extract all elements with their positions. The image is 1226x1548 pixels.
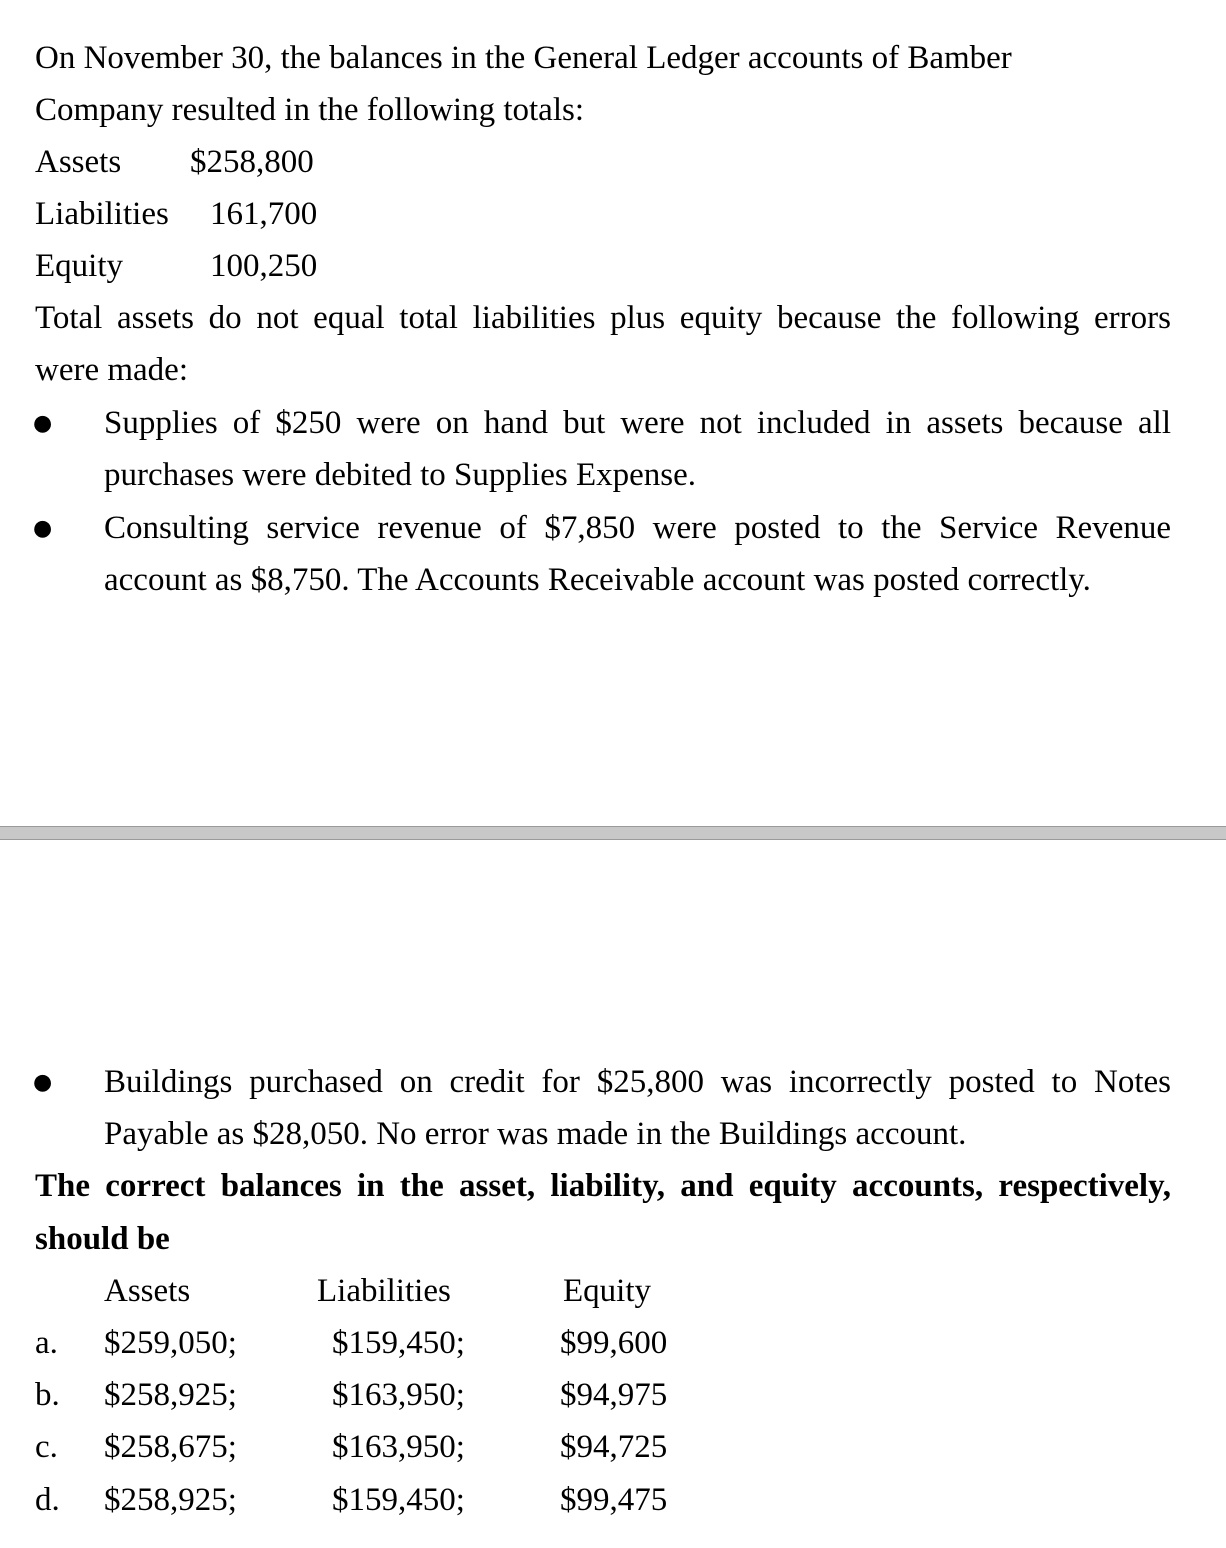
balance-label-assets: Assets — [35, 144, 122, 180]
option-d-equity: $99,475 — [560, 1482, 668, 1518]
errors-intro-line-2: were made: — [35, 352, 188, 388]
error-3-line-2: Payable as $28,050. No error was made in the Buildings account. — [104, 1116, 967, 1152]
option-b-assets: $258,925; — [104, 1377, 237, 1413]
option-c-assets: $258,675; — [104, 1429, 237, 1465]
balance-value-equity: 100,250 — [210, 248, 318, 284]
question-line-1: The correct balances in the asset, liability, and equity accounts, respectively, — [35, 1168, 1171, 1204]
option-a-assets: $259,050; — [104, 1325, 237, 1361]
answer-header-equity: Equity — [563, 1273, 651, 1309]
question-line-2: should be — [35, 1221, 170, 1257]
balance-value-assets: $258,800 — [190, 144, 314, 180]
bullet-icon: ● — [33, 411, 53, 436]
balance-label-equity: Equity — [35, 248, 123, 284]
error-3-line-1: Buildings purchased on credit for $25,800 was incorrectly posted to Notes — [104, 1064, 1171, 1100]
option-a-liabilities: $159,450; — [332, 1325, 465, 1361]
option-b-liabilities: $163,950; — [332, 1377, 465, 1413]
bullet-icon: ● — [33, 516, 53, 541]
answer-header-liabilities: Liabilities — [317, 1273, 451, 1309]
errors-intro-line-1: Total assets do not equal total liabilities plus equity because the following errors — [35, 300, 1171, 336]
intro-line-2: Company resulted in the following totals: — [35, 92, 585, 128]
error-1-line-2: purchases were debited to Supplies Expense. — [104, 457, 697, 493]
error-2-line-1: Consulting service revenue of $7,850 were posted to the Service Revenue — [104, 510, 1171, 546]
answer-header-assets: Assets — [104, 1273, 191, 1309]
option-c-letter: c. — [35, 1429, 58, 1465]
option-a-equity: $99,600 — [560, 1325, 668, 1361]
option-d-assets: $258,925; — [104, 1482, 237, 1518]
option-c-equity: $94,725 — [560, 1429, 668, 1465]
bullet-icon: ● — [33, 1070, 53, 1095]
option-a-letter: a. — [35, 1325, 58, 1361]
option-b-equity: $94,975 — [560, 1377, 668, 1413]
page-divider — [0, 826, 1226, 840]
balance-value-liabilities: 161,700 — [210, 196, 318, 232]
option-d-letter: d. — [35, 1482, 60, 1518]
error-1-line-1: Supplies of $250 were on hand but were not included in assets because all — [104, 405, 1171, 441]
intro-line-1: On November 30, the balances in the General Ledger accounts of Bamber — [35, 40, 1012, 76]
error-2-line-2: account as $8,750. The Accounts Receivable account was posted correctly. — [104, 562, 1091, 598]
option-d-liabilities: $159,450; — [332, 1482, 465, 1518]
balance-label-liabilities: Liabilities — [35, 196, 169, 232]
option-b-letter: b. — [35, 1377, 60, 1413]
option-c-liabilities: $163,950; — [332, 1429, 465, 1465]
